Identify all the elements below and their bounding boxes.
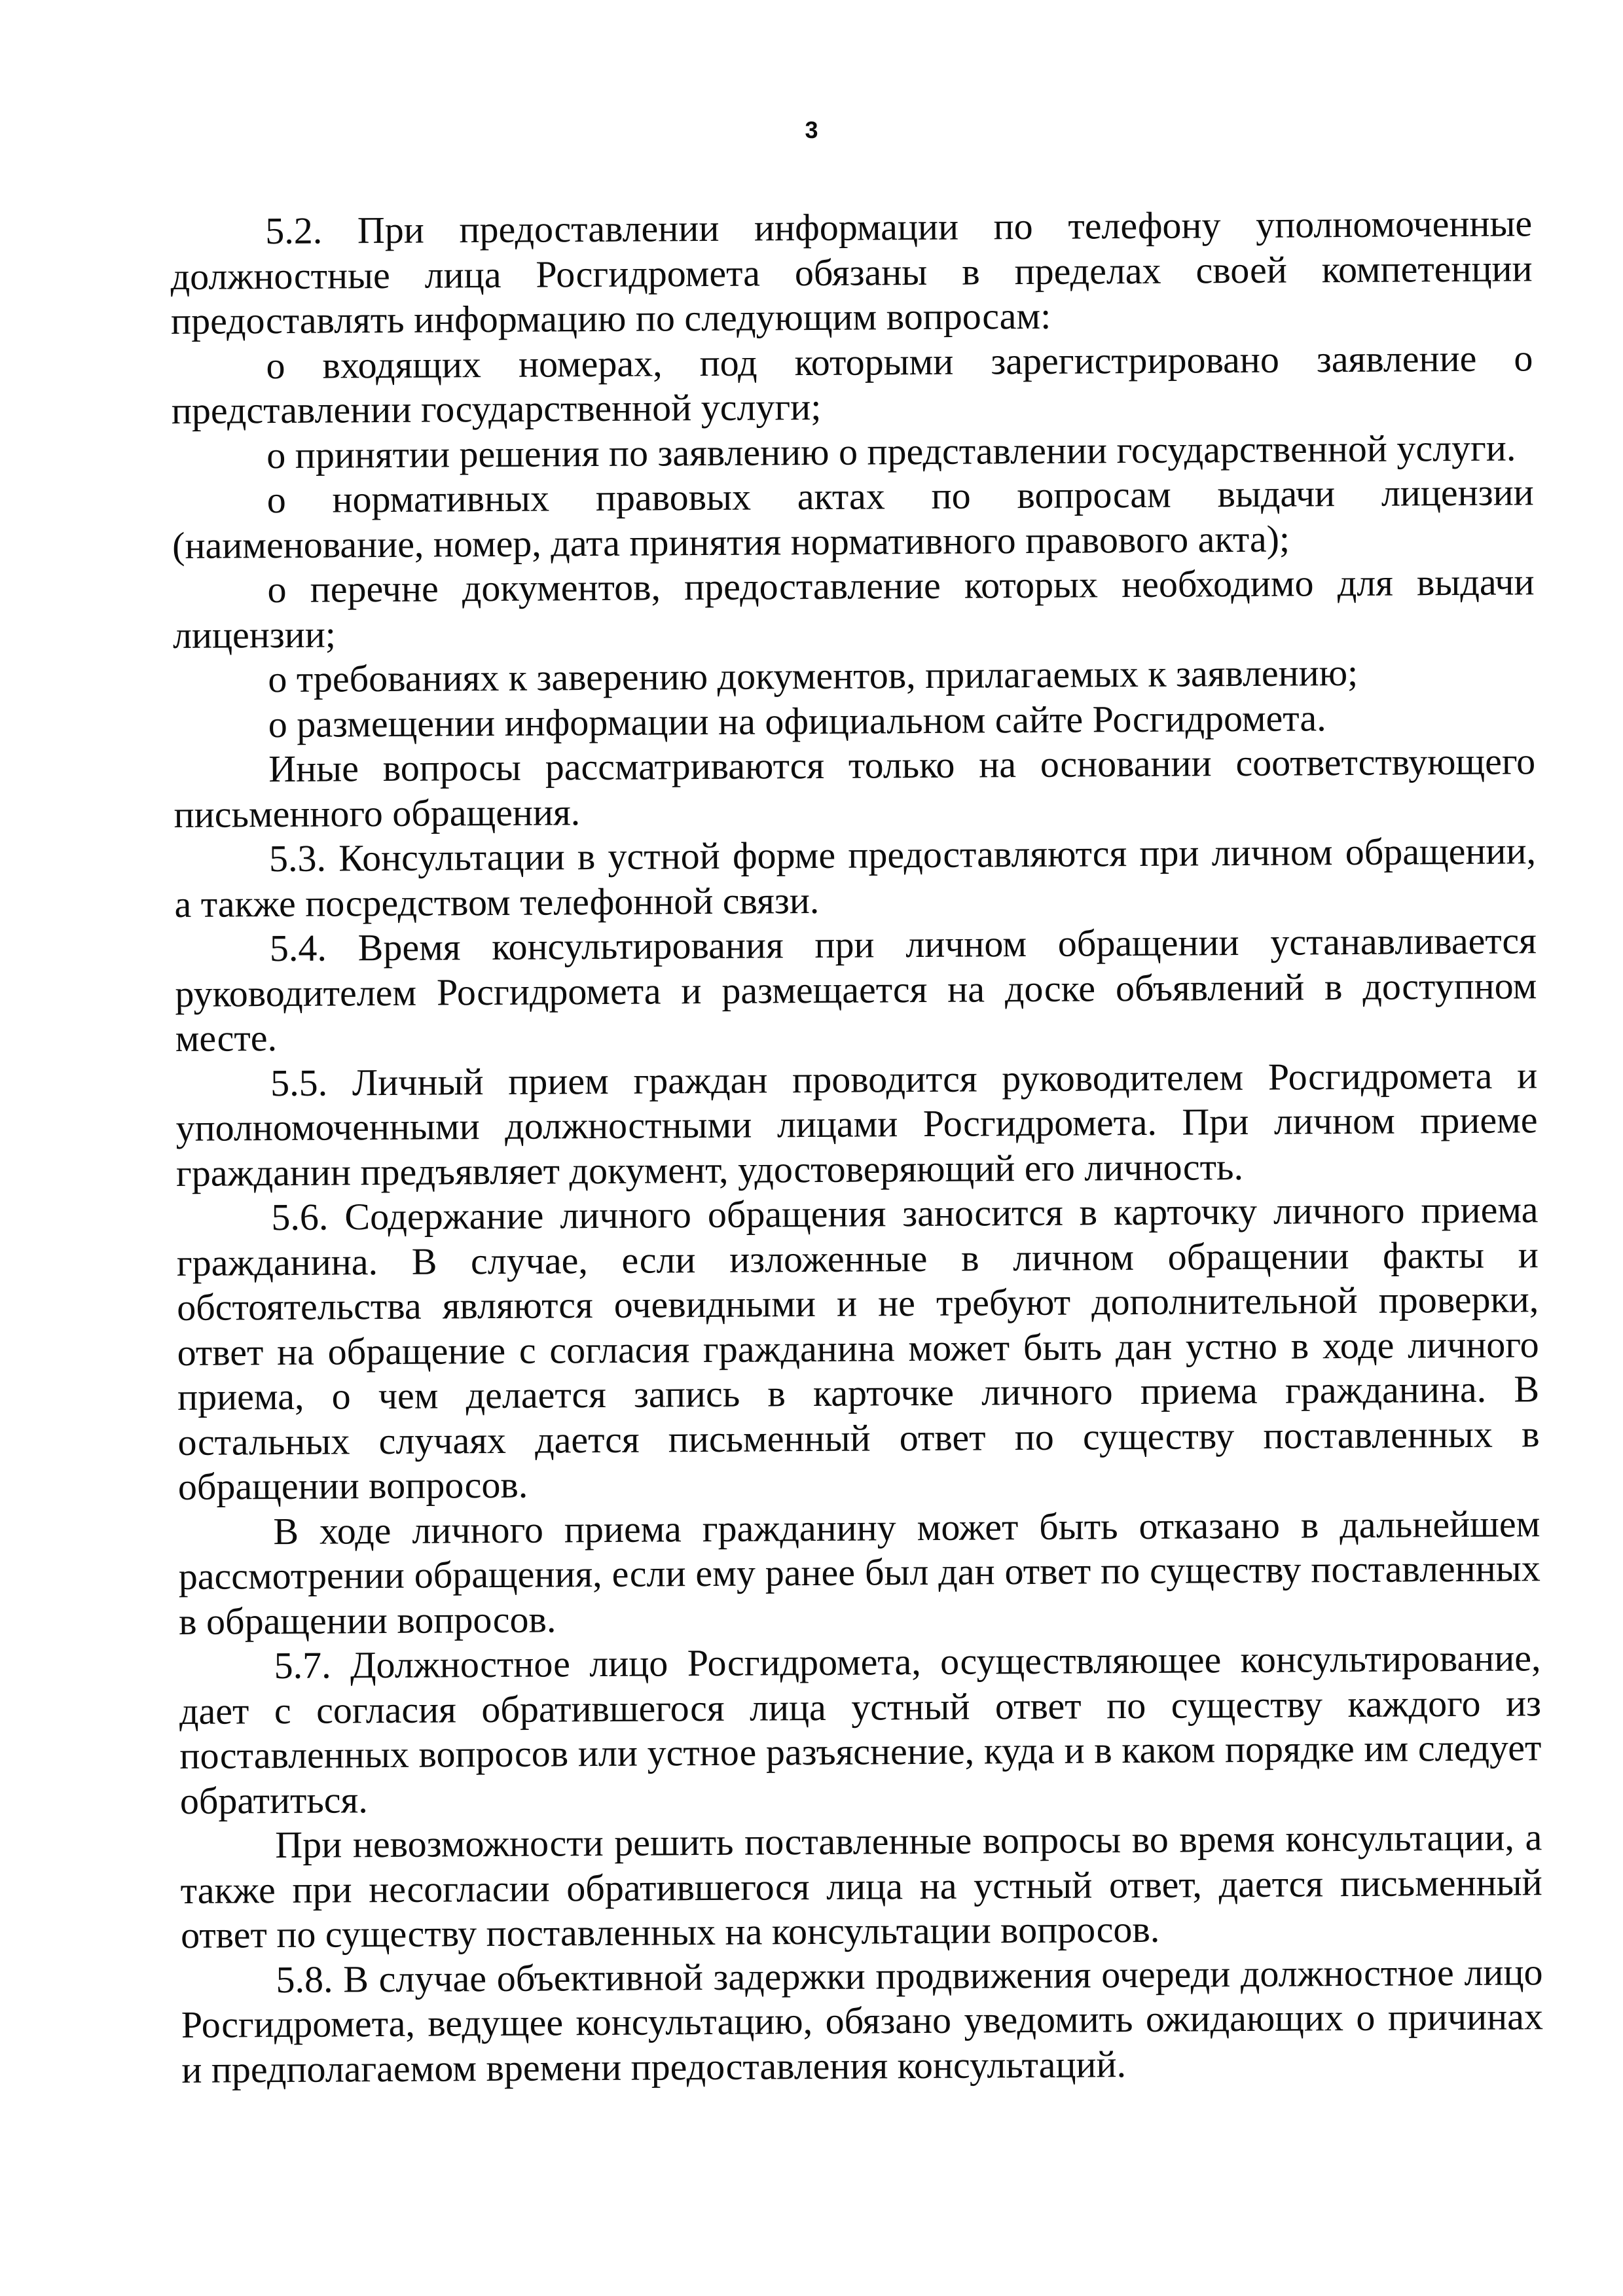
list-item-legal-acts: о нормативных правовых актах по вопросам выдачи лицензии (наименование, номер, дата принятия нормативного правового акта); — [172, 471, 1534, 567]
list-item-decision: о принятии решения по заявлению о представлении государственной услуги. — [266, 425, 1516, 476]
paragraph-written-answer: При невозможности решить поставленные вопросы во время консультации, а также при несогласии обратившегося лица на устный ответ, дается письменный ответ по существу поставленных на консультации вопросов. — [180, 1816, 1542, 1956]
paragraph-5-4: 5.4. Время консультирования при личном обращении устанавливается руководителем Росгидромета и размещается на доске объявлений в доступном месте. — [175, 919, 1537, 1060]
page-number: 3 — [805, 117, 818, 143]
list-item-website: о размещении информации на официальном сайте Росгидромета. — [268, 696, 1326, 745]
list-item-certification: о требованиях к заверению документов, прилагаемых к заявлению; — [268, 651, 1359, 701]
paragraph-refusal: В ходе личного приема гражданину может быть отказано в дальнейшем рассмотрении обращения, если ему ранее был дан ответ по существу поставленных в обращении вопросов. — [178, 1501, 1541, 1643]
list-item-incoming-numbers: о входящих номерах, под которыми зарегистрировано заявление о представлении государственной услуги; — [171, 336, 1533, 432]
paragraph-5-8: 5.8. В случае объективной задержки продвижения очереди должностное лицо Росгидромета, ведущее консультацию, обязано уведомить ожидающих о причинах и предполагаемом времени предоставления консультаций. — [181, 1950, 1544, 2091]
list-item-documents: о перечне документов, предоставление которых необходимо для выдачи лицензии; — [172, 560, 1535, 656]
paragraph-5-2: 5.2. При предоставлении информации по телефону уполномоченные должностные лица Росгидромета обязаны в пределах своей компетенции предоставлять информацию по следующим вопросам: — [170, 202, 1533, 342]
paragraph-other-questions: Иные вопросы рассматриваются только на основании соответствующего письменного обращения. — [173, 740, 1536, 836]
paragraph-5-6: 5.6. Содержание личного обращения заносится в карточку личного приема гражданина. В случае, если изложенные в личном обращении факты и обстоятельства являются очевидными и не требуют дополнительной проверки, ответ на обращение с согласия гражданина может быть дан устно в ходе личного приема, о чем делается запись в карточке личного приема гражданина. В остальных случаях дается письменный ответ по существу поставленных в обращении вопросов. — [176, 1188, 1540, 1508]
paragraph-5-7: 5.7. Должностное лицо Росгидромета, осуществляющее консультирование, дает с согласия обратившегося лица устный ответ по существу каждого из поставленных вопросов или устное разъяснение, куда и в каком порядке им следует обратиться. — [179, 1636, 1542, 1822]
paragraph-5-5: 5.5. Личный прием граждан проводится руководителем Росгидромета и уполномоченными должностными лицами Росгидромета. При личном приеме гражданин предъявляет документ, удостоверяющий его личность. — [175, 1053, 1538, 1194]
paragraph-5-3: 5.3. Консультации в устной форме предоставляются при личном обращении, а также посредством телефонной связи. — [174, 829, 1537, 925]
document-body — [170, 201, 1544, 2092]
